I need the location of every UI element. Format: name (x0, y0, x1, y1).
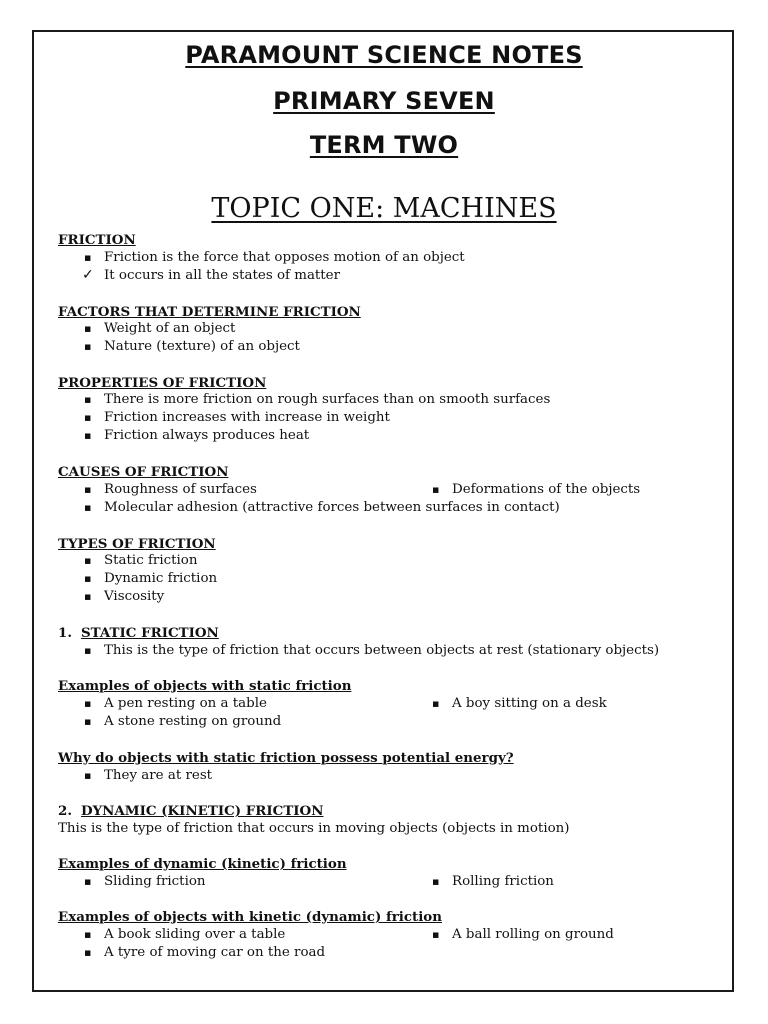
section-heading-dynamic-examples: Examples of dynamic (kinetic) friction (58, 856, 347, 872)
square-bullet-icon: ▪ (84, 946, 92, 959)
list-item: Sliding friction (104, 874, 206, 889)
section-heading-friction: FRICTION (58, 232, 136, 248)
square-bullet-icon: ▪ (84, 590, 92, 603)
list-item: There is more friction on rough surfaces than on smooth surfaces (104, 392, 551, 407)
square-bullet-icon: ▪ (84, 251, 92, 264)
square-bullet-icon: ▪ (84, 483, 92, 496)
list-item: A boy sitting on a desk (452, 696, 607, 711)
square-bullet-icon: ▪ (84, 644, 92, 657)
square-bullet-icon: ▪ (84, 429, 92, 442)
list-item: Deformations of the objects (452, 482, 641, 497)
header-term: TERM TWO (309, 131, 459, 159)
list-item: A tyre of moving car on the road (104, 945, 326, 960)
list-item: Viscosity (104, 589, 165, 604)
square-bullet-icon: ▪ (84, 572, 92, 585)
square-bullet-icon: ▪ (432, 483, 440, 496)
section-heading-dynamic: DYNAMIC (KINETIC) FRICTION (81, 803, 324, 819)
section-heading-properties: PROPERTIES OF FRICTION (58, 375, 267, 391)
square-bullet-icon: ▪ (84, 697, 92, 710)
square-bullet-icon: ▪ (432, 697, 440, 710)
header-class: PRIMARY SEVEN (273, 87, 495, 115)
square-bullet-icon: ▪ (84, 769, 92, 782)
section-number: 2. (58, 803, 72, 819)
list-item: Static friction (104, 553, 198, 568)
check-bullet-icon: ✓ (82, 267, 94, 283)
square-bullet-icon: ▪ (84, 875, 92, 888)
list-item: Rolling friction (452, 874, 554, 889)
list-item: Friction always produces heat (104, 428, 310, 443)
square-bullet-icon: ▪ (84, 322, 92, 335)
section-heading-types: TYPES OF FRICTION (58, 536, 216, 552)
section-heading-why-potential: Why do objects with static friction possess potential energy? (58, 750, 514, 766)
square-bullet-icon: ▪ (84, 928, 92, 941)
list-item: Roughness of surfaces (104, 482, 257, 497)
section-heading-kinetic-objects: Examples of objects with kinetic (dynamic) friction (58, 909, 442, 925)
section-heading-causes: CAUSES OF FRICTION (58, 464, 229, 480)
square-bullet-icon: ▪ (84, 393, 92, 406)
section-heading-factors: FACTORS THAT DETERMINE FRICTION (58, 304, 361, 320)
square-bullet-icon: ▪ (84, 554, 92, 567)
square-bullet-icon: ▪ (432, 928, 440, 941)
list-item: It occurs in all the states of matter (104, 268, 341, 283)
header-title: PARAMOUNT SCIENCE NOTES (185, 41, 583, 69)
topic-title: TOPIC ONE: MACHINES (211, 193, 557, 224)
paragraph: This is the type of friction that occurs in moving objects (objects in motion) (58, 821, 570, 836)
square-bullet-icon: ▪ (84, 411, 92, 424)
square-bullet-icon: ▪ (432, 875, 440, 888)
square-bullet-icon: ▪ (84, 340, 92, 353)
list-item: Molecular adhesion (attractive forces between surfaces in contact) (104, 500, 560, 515)
list-item: This is the type of friction that occurs between objects at rest (stationary objects) (104, 643, 660, 658)
list-item: Dynamic friction (104, 571, 218, 586)
list-item: Friction is the force that opposes motion of an object (104, 250, 465, 265)
square-bullet-icon: ▪ (84, 501, 92, 514)
section-heading-static: STATIC FRICTION (81, 625, 219, 641)
list-item: Nature (texture) of an object (104, 339, 300, 354)
list-item: A book sliding over a table (104, 927, 286, 942)
list-item: A ball rolling on ground (452, 927, 614, 942)
list-item: A stone resting on ground (104, 714, 282, 729)
section-number: 1. (58, 625, 72, 641)
list-item: A pen resting on a table (104, 696, 267, 711)
list-item: They are at rest (104, 768, 213, 783)
section-heading-static-examples: Examples of objects with static friction (58, 678, 352, 694)
list-item: Weight of an object (104, 321, 236, 336)
square-bullet-icon: ▪ (84, 715, 92, 728)
list-item: Friction increases with increase in weight (104, 410, 390, 425)
